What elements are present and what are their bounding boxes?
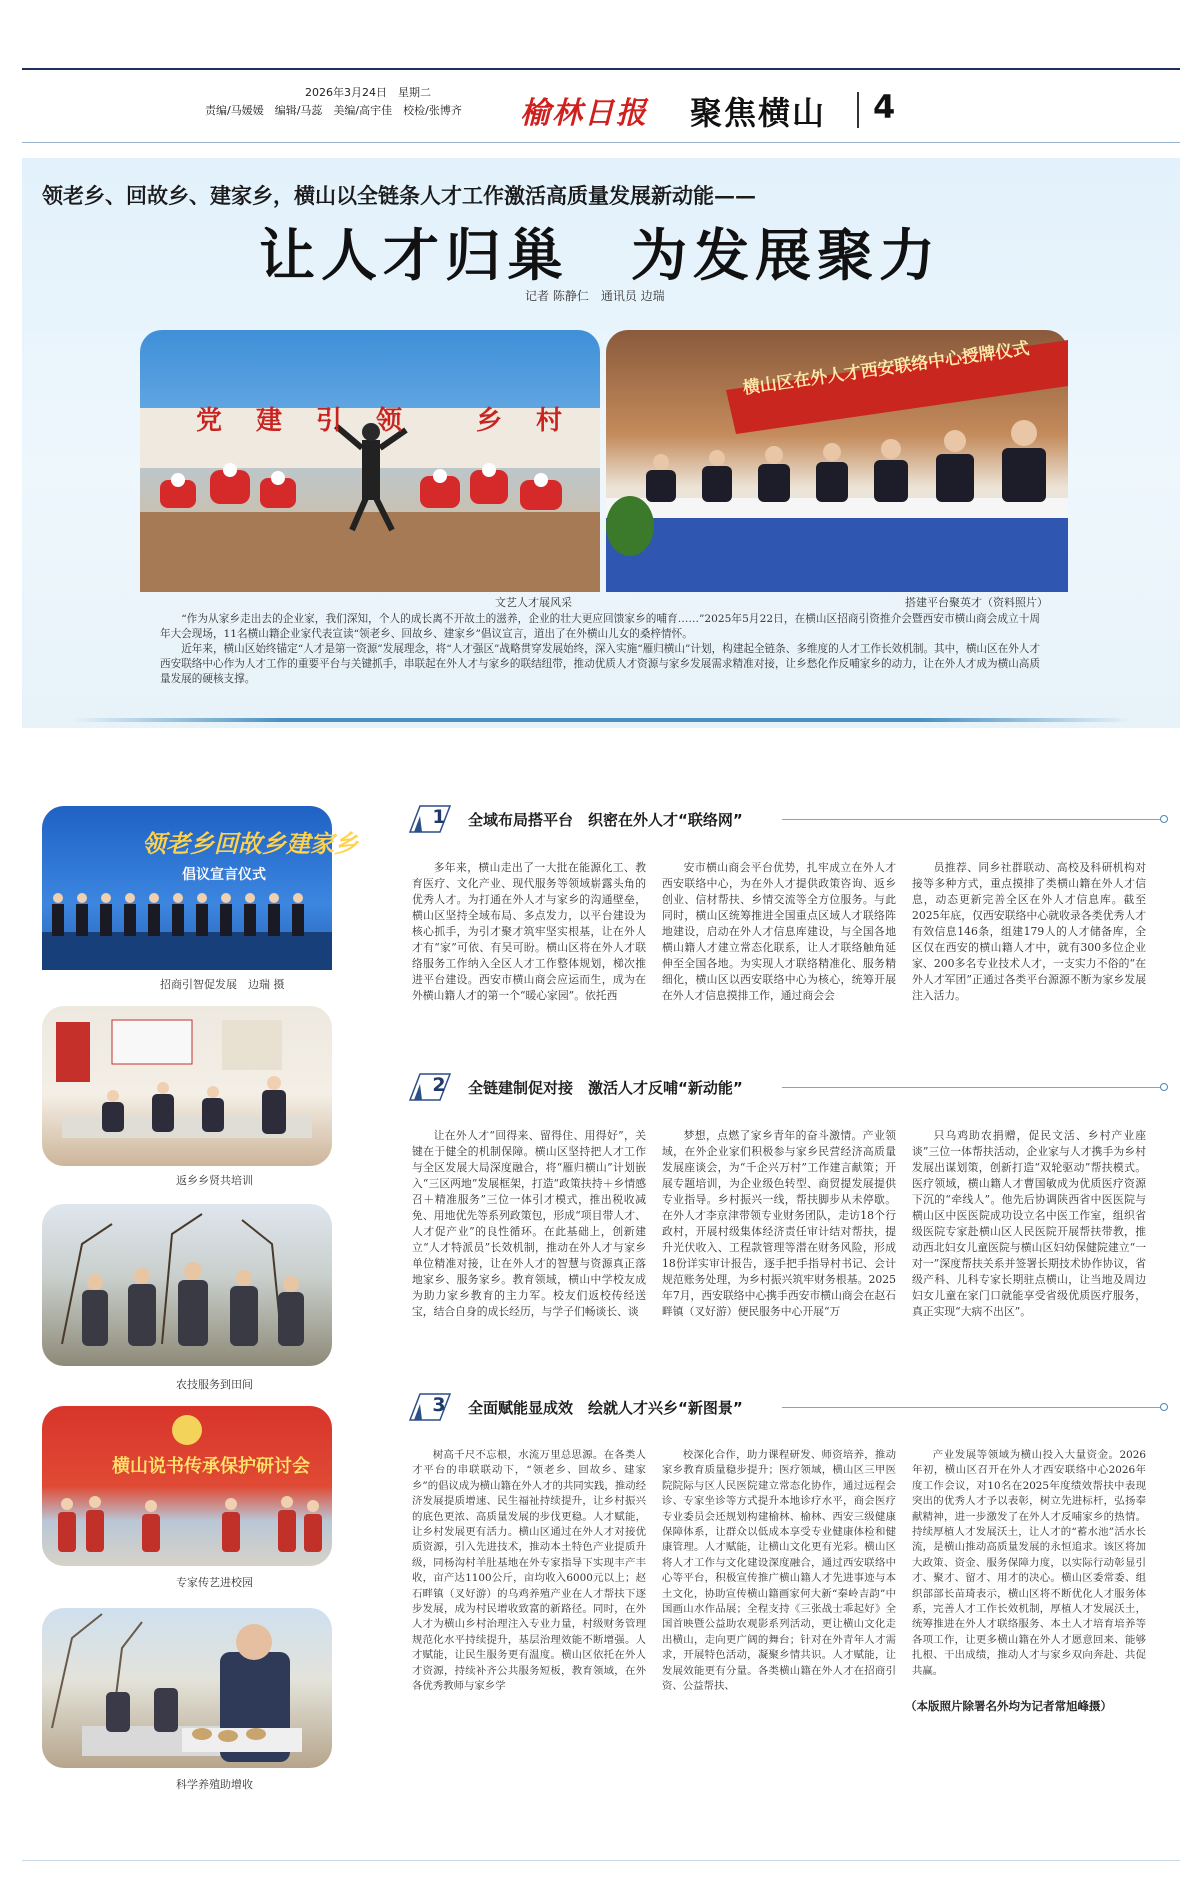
breeding-illustration	[42, 1608, 332, 1768]
header-bottom-rule	[22, 142, 1180, 143]
seminar-illustration	[42, 1406, 332, 1566]
header-top-rule	[22, 68, 1180, 70]
training-illustration	[42, 1006, 332, 1166]
body-text: 校深化合作，助力课程研发、师资培养，推动家乡教育质量稳步提升；医疗领域，横山区三甲医院院际与区人民医院建立常态化协作，通过远程会诊、专家坐诊等方式提升本地诊疗水平，商会医疗专业委员会还规划构建榆林、榆林、西安三级健康保障体系，让群众以低成本享受专业健康体检和健康管理。人才赋能，让横山文化更有光彩。横山区将人才工作与文化建设深度融合，通过西安联络中心等平台，积极宣传推广横山籍人才先进事迹与本土文化，协助宣传横山籍画家何大新“秦岭吉韵”中国画山水作品展；全程支持《三张战士乖起好》全国首映暨公益助农观影系列活动，更让横山文化走出横山，走向更广阔的舞台；针对在外青年人才需求，开展特色活动，凝聚乡情共识。人才赋能，让发展效能更有分量。各类横山籍在外人才在招商引资、公益帮扶、	[662, 1449, 896, 1693]
ceremony-backdrop-title: 领老乡回故乡建家乡	[142, 829, 358, 858]
body-text: 只乌鸡助农捐赠，促民文活、乡村产业座谈”三位一体帮扶活动，企业家与人才携手为乡村发展出谋划策，创新打造“双轮驱动”帮扶模式。医疗领域，横山籍人才曹国敏成为优质医疗资源下沉的“牵线人”。他先后协调陕西省中医医院与横山区中医医院成功设立名中医工作室，组织省级医院专家赴横山区人民医院开展帮扶带教，推动西北妇女儿童医院与横山区妇幼保健院建立“一对一”深度帮扶关系并签署长期技术协作协议，省级产科、儿科专家长期驻点横山，让当地及周边妇女儿童在家门口就能享受省级优质医疗服务，真正实现“大病不出区”。	[912, 1129, 1146, 1318]
stage-sign-char: 党	[196, 406, 223, 436]
body-text: 安市横山商会平台优势，扎牢成立在外人才西安联络中心，为在外人才提供政策咨询、返乡创业、信材帮扶、乡情交流等全方位服务。与此同时，横山区统筹推进全国重点区域人才联络阵地建设，启动在外人才信息库建设，与全国各地横山籍人才建立常态化联系，让人才联络触角延伸至全国各地。为实现人才联络精准化、服务精细化，横山区以西安联络中心为核心，统筹开展在外人才信息摸排工作，通过商会会	[662, 861, 896, 1002]
stage-sign-char: 建	[256, 406, 283, 436]
section-title: 全链建制促对接 激活人才反哺“新动能”	[468, 1079, 743, 1097]
side-photo-caption: 科学养殖助增收	[176, 1778, 253, 1791]
section-1-column	[412, 860, 646, 1004]
section-1-heading	[410, 806, 1170, 832]
newspaper-masthead: 榆林日报	[520, 96, 648, 131]
stage-sign-char: 村	[536, 406, 563, 436]
section-name: 聚焦横山	[690, 94, 827, 132]
section-rule	[782, 1087, 1162, 1088]
section-1-column	[912, 860, 1146, 1004]
section-rule	[782, 1407, 1162, 1408]
photo-caption: 搭建平台聚英才（资料照片）	[905, 596, 1048, 609]
side-photo-caption: 农技服务到田间	[176, 1378, 253, 1391]
body-text: 让在外人才“回得来、留得住、用得好”，关键在于健全的机制保障。横山区坚持把人才工作与全区发展大局深度融合，将“雁归横山”计划嵌入“三区两地”发展框架，打造“政策扶持＋乡情感召＋精准服务”三位一体引才模式，推出税收减免、用地优先等系列政策包，形成“项目带人才、人才促产业”的良性循环。在此基础上，创新建立“人才特派员”长效机制，推动在外人才与家乡单位精准对接，让在外人才的智慧与资源真正落地家乡、服务家乡。教育领域，横山中学校友成为助力家乡教育的主力军。校友们返校传经送宝，结合自身的成长经历，与学子们畅谈长、谈	[412, 1129, 646, 1318]
section-rule-end	[1160, 1403, 1168, 1411]
body-text: 员推荐、同乡社群联动、高校及科研机构对接等多种方式，重点摸排了类横山籍在外人才信息，动态更新完善全区在外人才信息库。截至2025年底，仅西安联络中心就收录各类优秀人才有效信息146条，组建179人的人才储备库，全区仅在西安的横山籍人才中，就有300多位企业家、200多名专业技术人才，一支实力不俗的“在外人才军团”正通过各类平台源源不断为家乡发展注入活力。	[912, 861, 1146, 1002]
photo-credit-note: （本版照片除署名外均为记者常旭峰摄）	[905, 1699, 1112, 1713]
section-1-column	[662, 860, 896, 1004]
section-3-column	[912, 1448, 1146, 1694]
performance-illustration	[140, 330, 600, 592]
section-rule	[782, 819, 1162, 820]
body-text: 产业发展等领域为横山投入大量资金。2026年初，横山区召开在外人才西安联络中心2026年度工作会议，对10名在2025年度绩效帮扶中表现突出的优秀人才予以表彰，树立先进标杆，弘扬奉献精神，进一步激发了在外人才反哺家乡的热情。持续厚植人才发展沃土，让人才的“蓄水池”活水长流，是横山推动高质量发展的永恒追求。该区将加大政策、资金、服务保障力度，以实际行动彰显引才、聚才、留才、用才的决心。横山区委常委、组织部部长苗琦表示，横山区将不断优化人才服务体系，完善人才工作长效机制，厚植人才发展沃土，统筹推进在外人才联络服务、本土人才培育培养等各项工作，让更多横山籍在外人才愿意回来、能够扎根、干出成绩，推动人才与家乡双向奔赴、共促共赢。	[912, 1449, 1146, 1677]
section-title: 全面赋能显成效 绘就人才兴乡“新图景”	[468, 1399, 743, 1417]
body-text: 多年来，横山走出了一大批在能源化工、教育医疗、文化产业、现代服务等领域崭露头角的优秀人才。为打通在外人才与家乡的沟通壁垒，横山区坚持全域布局、多点发力，以平台建设为核心抓手，为引才聚才筑牢坚实根基，让在外人才有“家”可依、有吴可盼。横山区将在外人才联络服务工作纳入全区人才工作整体规划，梯次推进平台建设。西安市横山商会应运而生，成为在外横山籍人才的第一个“暖心家园”。依托西	[412, 861, 646, 1002]
stage-sign-char: 引	[316, 406, 343, 436]
section-title: 全域布局搭平台 织密在外人才“联络网”	[468, 811, 743, 829]
page-number: 4	[873, 88, 896, 126]
lead-photo-performance	[140, 330, 600, 592]
article-kicker: 领老乡、回故乡、建家乡，横山以全链条人才工作激活高质量发展新动能——	[42, 183, 756, 208]
section-2-column	[412, 1128, 646, 1320]
issue-date: 2026年3月24日 星期二	[305, 86, 431, 99]
section-2-column	[912, 1128, 1146, 1320]
lead-photo-meeting	[606, 330, 1068, 592]
side-photo-training	[42, 1006, 332, 1166]
section-number: 1	[432, 806, 446, 828]
section-3-heading	[410, 1394, 1170, 1420]
section-number: 2	[432, 1074, 446, 1096]
editorial-staff: 责编/马媛媛 编辑/马蕊 美编/高宇佳 校检/张博齐	[205, 104, 462, 117]
section-2-column	[662, 1128, 896, 1320]
meeting-banner-text: 横山区在外人才西安联络中心授牌仪式	[741, 338, 1031, 399]
section-rule-end	[1160, 815, 1168, 823]
ceremony-backdrop-subtitle: 倡议宣言仪式	[182, 867, 266, 883]
body-text: 树高千尺不忘根，水流万里总思源。在各类人才平台的串联联动下，“领老乡、回故乡、建家乡”的倡议成为横山籍在外人才的共同实践，推动经济发展提质增速、民生福祉持续提升，让乡村振兴的底色更浓、高质量发展的步伐更稳。人才赋能，让乡村发展更有活力。横山区通过在外人才对接优质资源，引入先进技术，推动本土特色产业提质升级，同杨沟村羊肚基地在外专家指导下实现丰产丰收，亩产达1100公斤，亩均收入6000元以上；赵石畔镇（叉好游）的乌鸡养殖产业在人才帮扶下逐步发展，成为村民增收致富的新路径。同时，在外人才为横山乡村治理注入专业力量，村级财务管理规范化水平持续提升，基层治理效能不断增强。人才赋能，让民生服务更有温度。横山区依托在外人才资源，持续补齐公共服务短板，教育领域，在外各优秀教师与家乡学	[412, 1449, 646, 1693]
article-byline: 记者 陈静仁 通讯员 边瑞	[525, 289, 665, 303]
body-text: 梦想，点燃了家乡青年的奋斗激情。产业领域，在外企业家们积极参与家乡民营经济高质量发展座谈会，为“千企兴万村”工作建言献策；开展专题培训，为企业级色转型、商贸提发展提供专业指导。乡村振兴一线，帮扶脚步从未停歇。在外人才李京津带领专业财务团队，走访18个行政村，开展村级集体经济责任审计结对帮扶，提升光伏收入、工程款管理等潜在财务风险，形成18份详实审计报告，逐手把手指导村书记、会计规范账务处理，为乡村振兴筑牢财务根基。2025年7月，西安联络中心携手西安市横山商会在赵石畔镇（叉好游）便民服务中心开展“万	[662, 1129, 896, 1318]
side-photo-caption: 返乡乡贤共培训	[176, 1174, 253, 1187]
stage-sign-char: 乡	[476, 406, 503, 436]
article-title: 让人才归巢 为发展聚力	[259, 224, 941, 289]
header-divider	[857, 92, 859, 128]
side-photo-seminar	[42, 1406, 332, 1566]
photo-caption: 文艺人才展风采	[495, 596, 572, 609]
section-rule-end	[1160, 1083, 1168, 1091]
side-photo-field	[42, 1204, 332, 1366]
band-divider	[72, 718, 1132, 722]
lead-paragraph: “作为从家乡走出去的企业家，我们深知，个人的成长离不开故土的滋养，企业的壮大更应回馈家乡的哺育……”2025年5月22日，在横山区招商引资推介会暨西安市横山商会成立十周年大会现场，11名横山籍企业家代表宣读“领老乡、回故乡、建家乡”倡议宣言，道出了在外横山儿女的桑梓情怀。	[160, 613, 1040, 640]
section-number: 3	[432, 1394, 446, 1416]
stage-sign-char: 领	[376, 406, 403, 436]
ceremony-people-illustration	[42, 806, 332, 970]
section-3-column	[662, 1448, 896, 1695]
side-photo-caption: 专家传艺进校园	[176, 1576, 253, 1589]
side-photo-caption: 招商引智促发展 边瑞 摄	[160, 978, 285, 991]
side-photo-ceremony	[42, 806, 358, 970]
section-2-heading	[410, 1074, 1170, 1100]
seminar-backdrop-title: 横山说书传承保护研讨会	[112, 1456, 310, 1477]
field-illustration	[42, 1204, 332, 1366]
article-lead	[160, 612, 1040, 687]
side-photo-breeding	[42, 1608, 332, 1768]
section-3-column	[412, 1448, 646, 1695]
page-bottom-rule	[22, 1860, 1180, 1861]
lead-paragraph: 近年来，横山区始终锚定“人才是第一资源”发展理念，将“人才强区”战略贯穿发展始终，深入实施“雁归横山”计划，构建起全链条、多维度的人才工作长效机制。其中，横山区在外人才西安联络中心作为人才工作的重要平台与关键抓手，串联起在外人才与家乡的联结纽带，推动优质人才资源与家乡发展需求精准对接，让乡愁化作反哺家乡的动力，让在外人才成为横山高质量发展的硬核支撑。	[160, 643, 1040, 685]
